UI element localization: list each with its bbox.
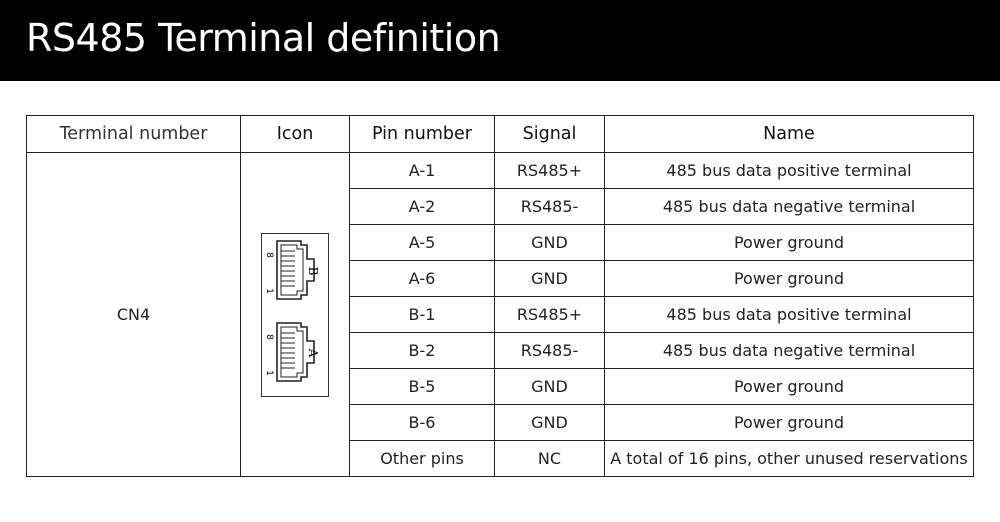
- name-cell: 485 bus data positive terminal: [605, 297, 974, 333]
- name-cell: A total of 16 pins, other unused reservations: [605, 441, 974, 477]
- signal-cell: GND: [495, 261, 605, 297]
- header-pin-number: Pin number: [350, 116, 495, 153]
- lower-pin-low-label: 1: [264, 369, 274, 376]
- title-banner: [0, 0, 1000, 81]
- signal-cell: GND: [495, 225, 605, 261]
- dual-rj45-connector-icon: [261, 233, 329, 397]
- upper-pin-low-label: 1: [264, 287, 274, 294]
- name-cell: 485 bus data negative terminal: [605, 333, 974, 369]
- signal-cell: RS485+: [495, 153, 605, 189]
- name-cell: Power ground: [605, 261, 974, 297]
- icon-cell: [241, 153, 350, 477]
- name-cell: Power ground: [605, 369, 974, 405]
- page-title: RS485 Terminal definition: [26, 16, 501, 60]
- pin-cell: A-6: [350, 261, 495, 297]
- header-icon: Icon: [241, 116, 350, 153]
- signal-cell: RS485-: [495, 189, 605, 225]
- signal-cell: RS485-: [495, 333, 605, 369]
- table-row: [27, 153, 974, 189]
- name-cell: 485 bus data negative terminal: [605, 189, 974, 225]
- lower-port-label: A: [306, 348, 320, 357]
- terminal-cell: CN4: [27, 153, 241, 477]
- signal-cell: GND: [495, 369, 605, 405]
- pin-cell: B-6: [350, 405, 495, 441]
- name-cell: 485 bus data positive terminal: [605, 153, 974, 189]
- signal-cell: RS485+: [495, 297, 605, 333]
- name-cell: Power ground: [605, 225, 974, 261]
- pin-cell: B-5: [350, 369, 495, 405]
- signal-cell: GND: [495, 405, 605, 441]
- pin-cell: A-5: [350, 225, 495, 261]
- lower-pin-high-label: 8: [264, 333, 274, 340]
- header-signal: Signal: [495, 116, 605, 153]
- header-name: Name: [605, 116, 974, 153]
- upper-port-label: B: [306, 266, 320, 275]
- pin-cell: A-1: [350, 153, 495, 189]
- pin-cell: B-2: [350, 333, 495, 369]
- header-row: [27, 116, 974, 153]
- header-terminal-number: Terminal number: [27, 116, 241, 153]
- terminal-table: [26, 115, 974, 477]
- upper-pin-high-label: 8: [264, 251, 274, 258]
- pin-cell: B-1: [350, 297, 495, 333]
- signal-cell: NC: [495, 441, 605, 477]
- pin-cell: Other pins: [350, 441, 495, 477]
- pin-cell: A-2: [350, 189, 495, 225]
- name-cell: Power ground: [605, 405, 974, 441]
